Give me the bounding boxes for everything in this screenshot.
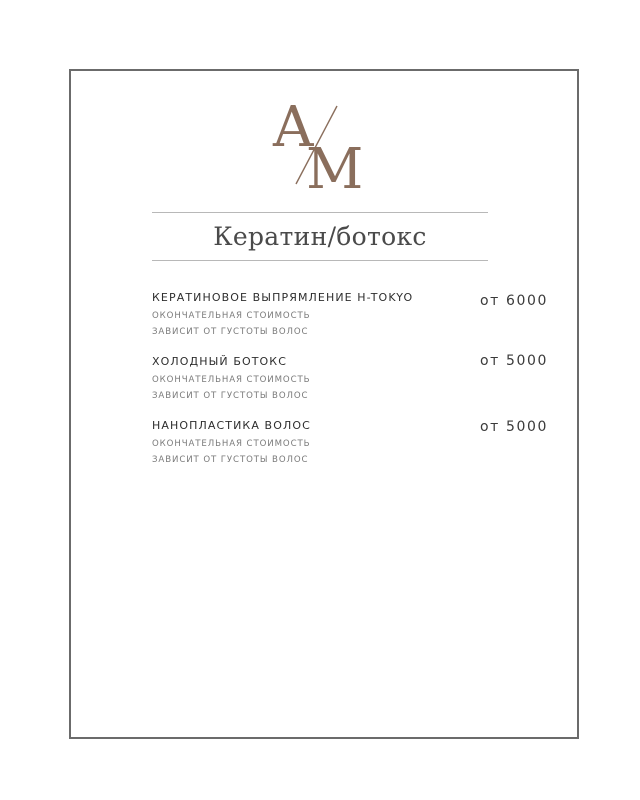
- service-price: от 6000: [480, 293, 548, 309]
- title-rule-top: [152, 212, 488, 213]
- am-monogram-logo: [270, 96, 370, 192]
- page-title: Кератин/ботокс: [213, 222, 427, 251]
- service-note: ОКОНЧАТЕЛЬНАЯ СТОИМОСТЬ: [152, 311, 311, 321]
- service-note: ЗАВИСИТ ОТ ГУСТОТЫ ВОЛОС: [152, 390, 309, 401]
- service-note: ОКОНЧАТЕЛЬНАЯ СТОИМОСТЬ: [152, 375, 311, 385]
- title-rule-bottom: [152, 260, 488, 261]
- service-price: от 5000: [480, 419, 548, 435]
- service-note: ЗАВИСИТ ОТ ГУСТОТЫ ВОЛОС: [152, 454, 309, 465]
- service-note: ОКОНЧАТЕЛЬНАЯ СТОИМОСТЬ: [152, 439, 311, 449]
- service-name: НАНОПЛАСТИКА ВОЛОС: [152, 419, 311, 432]
- service-name: КЕРАТИНОВОЕ ВЫПРЯМЛЕНИЕ H-TOKYO: [152, 291, 414, 304]
- logo-letter-a: A: [273, 96, 314, 160]
- service-price: от 5000: [480, 353, 548, 369]
- logo-letter-m: M: [306, 137, 364, 192]
- service-note: ЗАВИСИТ ОТ ГУСТОТЫ ВОЛОС: [152, 326, 309, 337]
- service-name: ХОЛОДНЫЙ БОТОКС: [152, 355, 287, 368]
